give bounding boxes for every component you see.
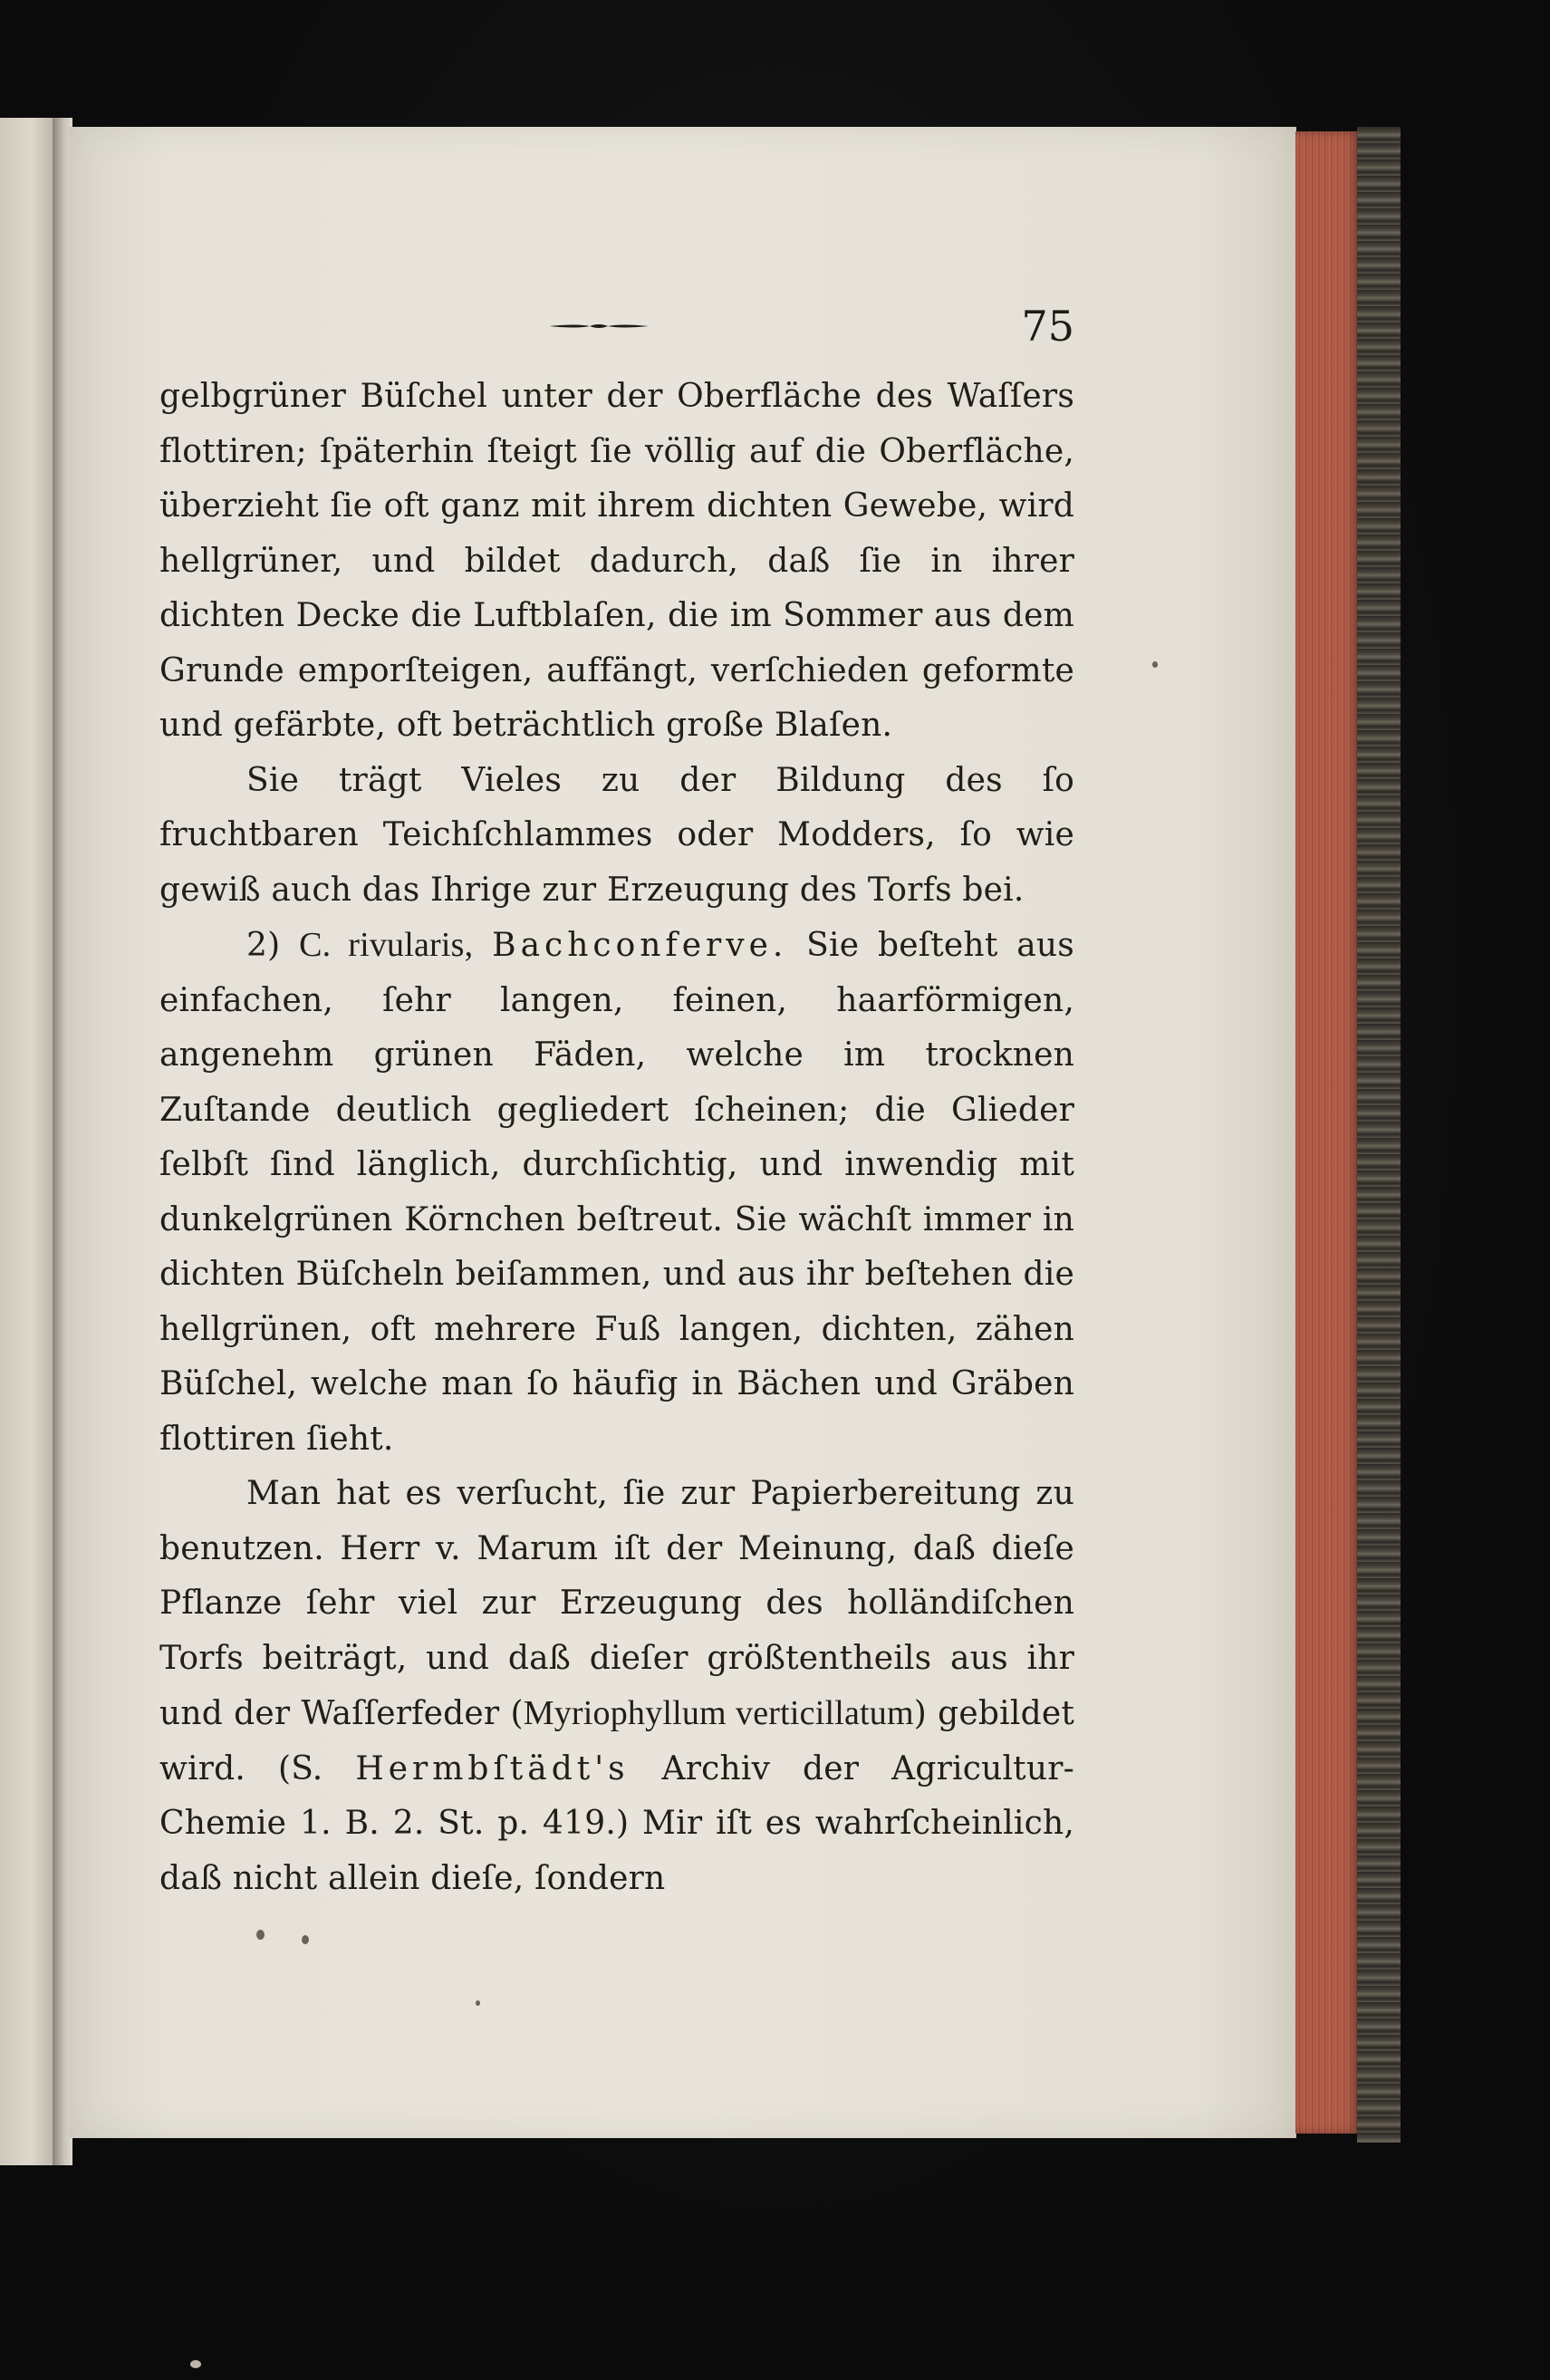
paragraph xyxy=(159,918,1074,1467)
page-number: 75 xyxy=(1021,302,1074,351)
author-name: Hermbſtädt's xyxy=(355,1749,630,1787)
paragraph-text: Sie beſteht aus einfachen, ſehr langen, feinen, haarförmigen, angenehm grünen Fäden, welche im trocknen Zuſtande deutlich gegliedert ſcheinen; die Glieder ſelbſt ſind länglich, durchſichtig, und inwendig mit dunkelgrünen Körnchen beſtreut. Sie wächſt immer in dichten Büſcheln beiſammen, und aus ihr beſtehen die hellgrünen, oft mehrere Fuß langen, dichten, zähen Büſchel, welche man ſo häufig in Bächen und Gräben flottiren ſieht. xyxy=(159,927,1074,1458)
paper-speck xyxy=(302,1935,309,1944)
paragraph xyxy=(159,1467,1074,1906)
paper-speck xyxy=(256,1930,265,1940)
rule-ornament-icon xyxy=(549,323,649,330)
paragraph-text: Man hat es verſucht, ſie zur Papierbereitung zu benutzen. Herr v. Marum iſt der Meinung, daß dieſe Pflanze ſehr viel zur Erzeugung des holländiſchen Torfs beiträgt, und daß dieſer größtentheils aus ihr und der Waſſerfeder ( xyxy=(159,1475,1074,1732)
list-number: 2) xyxy=(246,927,281,964)
paragraph-text: Archiv der Agricultur-Chemie 1. B. 2. St. p. 419.) Mir iſt es wahrſcheinlich, daß nicht allein dieſe, ſondern xyxy=(159,1749,1074,1897)
paper-speck xyxy=(1152,661,1158,668)
paragraph: Sie trägt Vieles zu der Bildung des ſo fruchtbaren Teichſchlammes oder Modders, ſo wie gewiß auch das Ihrige zur Erzeugung des Torfs bei. xyxy=(159,761,1074,909)
paper-speck xyxy=(476,2000,480,2006)
paper-speck xyxy=(190,2360,201,2368)
paragraph-text: ) gebildet wird. (S. xyxy=(159,1695,1074,1787)
paragraph: gelbgrüner Büſchel unter der Oberfläche des Waſſers flottiren; ſpäterhin ſteigt ſie völlig auf die Oberfläche, überzieht ſie oft ganz mit ihrem dichten Gewebe, wird hellgrüner, und bildet dadurch, daß ſie in ihrer dichten Decke die Luftblaſen, die im Sommer aus dem Grunde emporſteigen, auffängt, verſchieden geformte und gefärbte, oft beträchtlich große Blaſen. xyxy=(159,378,1074,744)
left-page-edge xyxy=(0,118,56,2165)
page-header xyxy=(159,299,1074,353)
common-name: Bachconferve. xyxy=(492,927,788,964)
latin-species-name: C. rivularis, xyxy=(299,926,474,964)
body-text xyxy=(159,370,1074,1906)
cover-edge xyxy=(1357,127,1401,2143)
page-fore-edge xyxy=(1295,131,1359,2134)
latin-species-name: Myriophyllum verticillatum xyxy=(523,1694,914,1732)
